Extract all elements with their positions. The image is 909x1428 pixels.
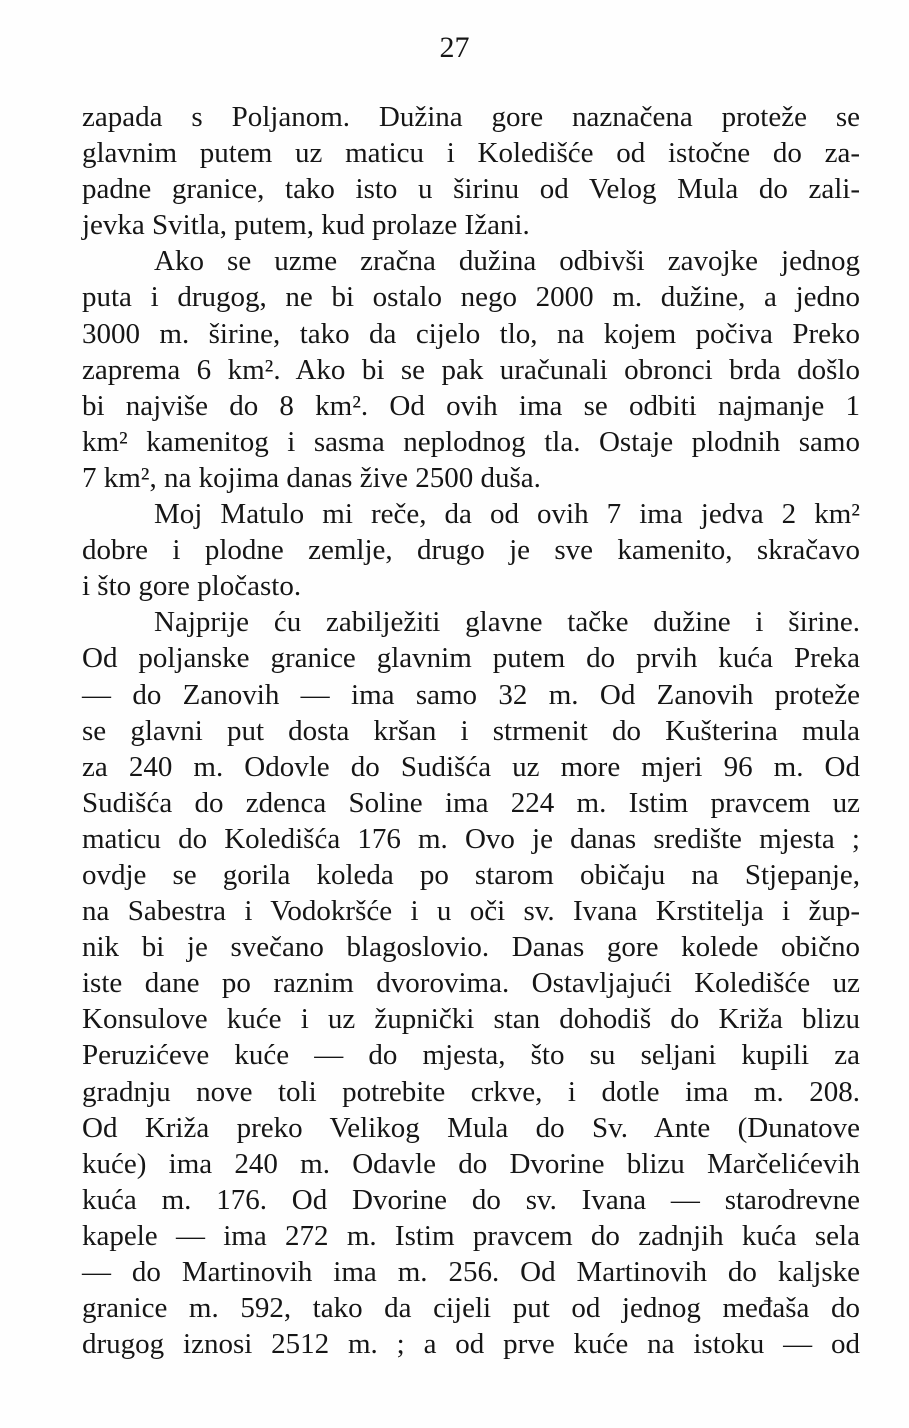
- text-line: 7 km², na kojima danas žive 2500 duša.: [82, 461, 541, 494]
- body-text: [82, 99, 860, 1362]
- text-line: padne granice, tako isto u širinu od Velog Mula do zali-: [82, 173, 860, 206]
- text-line: i što gore pločasto.: [82, 570, 302, 603]
- text-line: dobre i plodne zemlje, drugo je sve kamenito, skračavo: [82, 534, 860, 567]
- text-line: kapele — ima 272 m. Istim pravcem do zadnjih kuća sela: [82, 1219, 860, 1252]
- text-line: glavnim putem uz maticu i Koledišće od istočne do za-: [82, 137, 860, 170]
- text-line: — do Martinovih ima m. 256. Od Martinovih do kaljske: [82, 1256, 860, 1288]
- text-line: zapada s Poljanom. Dužina gore naznačena proteže se: [82, 101, 860, 133]
- text-line: na Sabestra i Vodokršće i u oči sv. Ivana Krstitelja i žup-: [82, 895, 860, 928]
- page-number: 27: [439, 31, 470, 64]
- text-line: Od Križa preko Velikog Mula do Sv. Ante (Dunatove: [82, 1111, 860, 1144]
- text-line: gradnju nove toli potrebite crkve, i dotle ima m. 208.: [82, 1075, 860, 1108]
- text-line: granice m. 592, tako da cijeli put od jednog međaša do: [82, 1292, 860, 1325]
- text-line: kuće) ima 240 m. Odavle do Dvorine blizu Marčelićevih: [82, 1147, 860, 1180]
- text-line: drugog iznosi 2512 m. ; a od prve kuće na istoku — od: [82, 1328, 860, 1361]
- text-line: Od poljanske granice glavnim putem do prvih kuća Preka: [82, 642, 860, 675]
- text-line: 3000 m. širine, tako da cijelo tlo, na kojem počiva Preko: [82, 317, 860, 350]
- text-line: Peruzićeve kuće — do mjesta, što su seljani kupili za: [82, 1039, 860, 1072]
- text-line: nik bi je svečano blagoslovio. Danas gore kolede obično: [82, 931, 860, 964]
- text-line: ovdje se gorila koleda po starom običaju na Stjepanje,: [82, 858, 860, 891]
- text-line: Najprije ću zabilježiti glavne tačke dužine i širine.: [154, 606, 860, 639]
- text-line: Moj Matulo mi reče, da od ovih 7 ima jedva 2 km²: [154, 498, 860, 531]
- text-line: se glavni put dosta kršan i strmenit do Kušterina mula: [82, 714, 860, 747]
- text-line: puta i drugog, ne bi ostalo nego 2000 m. dužine, a jedno: [82, 281, 860, 314]
- text-line: bi najviše do 8 km². Od ovih ima se odbiti najmanje 1: [82, 389, 860, 422]
- text-line: Ako se uzme zračna dužina odbivši zavojke jednog: [154, 245, 860, 278]
- text-line: jevka Svitla, putem, kud prolaze Ižani.: [82, 209, 530, 242]
- text-line: Sudišća do zdenca Soline ima 224 m. Istim pravcem uz: [82, 786, 860, 819]
- text-line: zaprema 6 km². Ako bi se pak uračunali obronci brda došlo: [82, 353, 860, 386]
- text-line: maticu do Koledišća 176 m. Ovo je danas središte mjesta ;: [82, 822, 860, 855]
- text-line: km² kamenitog i sasma neplodnog tla. Ostaje plodnih samo: [82, 425, 860, 458]
- text-line: iste dane po raznim dvorovima. Ostavljajući Koledišće uz: [82, 967, 860, 1000]
- text-line: za 240 m. Odovle do Sudišća uz more mjeri 96 m. Od: [82, 750, 860, 783]
- text-line: — do Zanovih — ima samo 32 m. Od Zanovih proteže: [82, 678, 860, 711]
- text-line: kuća m. 176. Od Dvorine do sv. Ivana — starodrevne: [82, 1183, 860, 1216]
- text-line: Konsulove kuće i uz župnički stan dohodiš do Križa blizu: [82, 1003, 860, 1036]
